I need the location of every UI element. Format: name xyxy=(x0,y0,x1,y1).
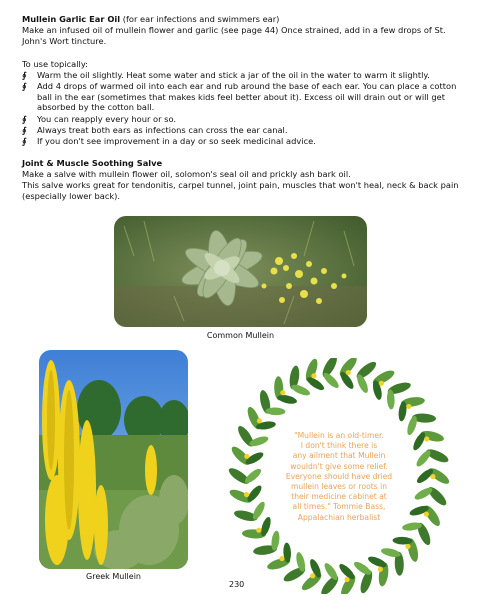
quote-line: Appalachian herbalist xyxy=(297,512,381,522)
ear-oil-intro-line2: John's Wort tincture. xyxy=(22,36,107,46)
quote-line: wouldn't give some relief. xyxy=(290,461,388,471)
quote-line: mullein leaves or roots in xyxy=(290,482,388,492)
ear-oil-heading-line xyxy=(22,14,462,25)
bullet-item xyxy=(22,81,462,113)
bullet-line: Always treat both ears as infections can cross the ear canal. xyxy=(37,125,288,135)
ear-oil-title: Mullein Garlic Ear Oil xyxy=(22,14,121,24)
quote-line: any ailment that Mullein xyxy=(292,451,386,461)
wreath-flower xyxy=(346,370,351,375)
greek-mullein-image xyxy=(39,350,188,569)
quote-line: Everyone should have dried xyxy=(285,471,393,481)
bullet-item xyxy=(22,136,462,147)
salve-line3: (especially lower back). xyxy=(22,191,121,201)
wreath-flower xyxy=(378,567,383,572)
salve-title: Joint & Muscle Soothing Salve xyxy=(22,158,163,168)
bullet-line: You can reapply every hour or so. xyxy=(37,114,177,124)
bullet-item xyxy=(22,125,462,136)
quote-line: "Mullein is an old-timer. xyxy=(294,431,384,440)
wreath-flower xyxy=(379,381,384,386)
quote-line: I don't think there is xyxy=(300,441,378,451)
ear-oil-title-note: (for ear infections and swimmers ear) xyxy=(122,14,280,24)
bullet-mark: ∮ xyxy=(22,81,27,91)
wreath-flower xyxy=(257,418,262,423)
wreath-leaf xyxy=(251,500,267,521)
wreath-leaf xyxy=(337,358,359,379)
common-mullein-photo xyxy=(114,216,367,327)
wreath-flower xyxy=(424,511,429,516)
bullet-line: absorbed by the cotton ball. xyxy=(37,102,155,113)
greek-mullein-caption: Greek Mullein xyxy=(86,572,141,581)
bullet-line: ball in the ear (sometimes that makes kids feel better about it). Excess oil will drain out or will get xyxy=(37,91,446,102)
bullet-line: If you don't see improvement in a day or so seek medicinal advice. xyxy=(37,136,316,146)
topically-label: To use topically: xyxy=(22,59,88,69)
wreath-leaf xyxy=(243,467,263,486)
bullet-mark: ∮ xyxy=(22,70,27,80)
wreath-flower xyxy=(424,436,429,441)
bullet-line: Warm the oil slightly. Heat some water and stick a jar of the oil in the water to warm it slightly. xyxy=(37,70,430,80)
tommie-bass-quote xyxy=(272,431,406,523)
wreath-flower xyxy=(344,577,349,582)
wreath-flower xyxy=(310,573,315,578)
bullet-line: Add 4 drops of warmed oil into each ear and rub around the base of each ear. You can place a cotton xyxy=(37,81,457,91)
wreath-leaf xyxy=(321,371,341,390)
bullet-item xyxy=(22,114,462,125)
ear-oil-intro-line1: Make an infused oil of mullein flower and garlic (see page 44) Once strained, add in a few drops of St. xyxy=(22,25,446,35)
wreath-leaf xyxy=(352,560,373,578)
quote-line: their medicine cabinet at xyxy=(291,492,387,502)
wreath-flower xyxy=(405,544,410,549)
bullet-mark: ∮ xyxy=(22,136,27,146)
wreath-flower xyxy=(430,474,435,479)
bullet-item xyxy=(22,70,462,81)
bullet-mark: ∮ xyxy=(22,114,27,124)
quote-line: all times." Tommie Bass, xyxy=(292,502,386,512)
wreath-flower xyxy=(406,404,411,409)
common-mullein-caption: Common Mullein xyxy=(206,331,275,340)
common-mullein-image xyxy=(114,216,367,327)
wreath-flower xyxy=(311,373,316,378)
wreath-leaf xyxy=(411,431,427,452)
wreath-leaf xyxy=(319,573,341,594)
wreath-flower xyxy=(244,454,249,459)
bullet-mark: ∮ xyxy=(22,125,27,135)
salve-line2: This salve works great for tendonitis, carpel tunnel, joint pain, muscles that won't heal, neck & back pain xyxy=(22,180,459,190)
page-number: 230 xyxy=(229,580,245,589)
wreath-flower xyxy=(280,390,285,395)
greek-mullein-photo xyxy=(39,350,188,569)
salve-line1: Make a salve with mullein flower oil, solomon's seal oil and prickly ash bark oil. xyxy=(22,169,351,179)
wreath-flower xyxy=(279,556,284,561)
wreath-flower xyxy=(256,528,261,533)
wreath-leaf xyxy=(414,448,433,468)
wreath-flower xyxy=(244,492,249,497)
